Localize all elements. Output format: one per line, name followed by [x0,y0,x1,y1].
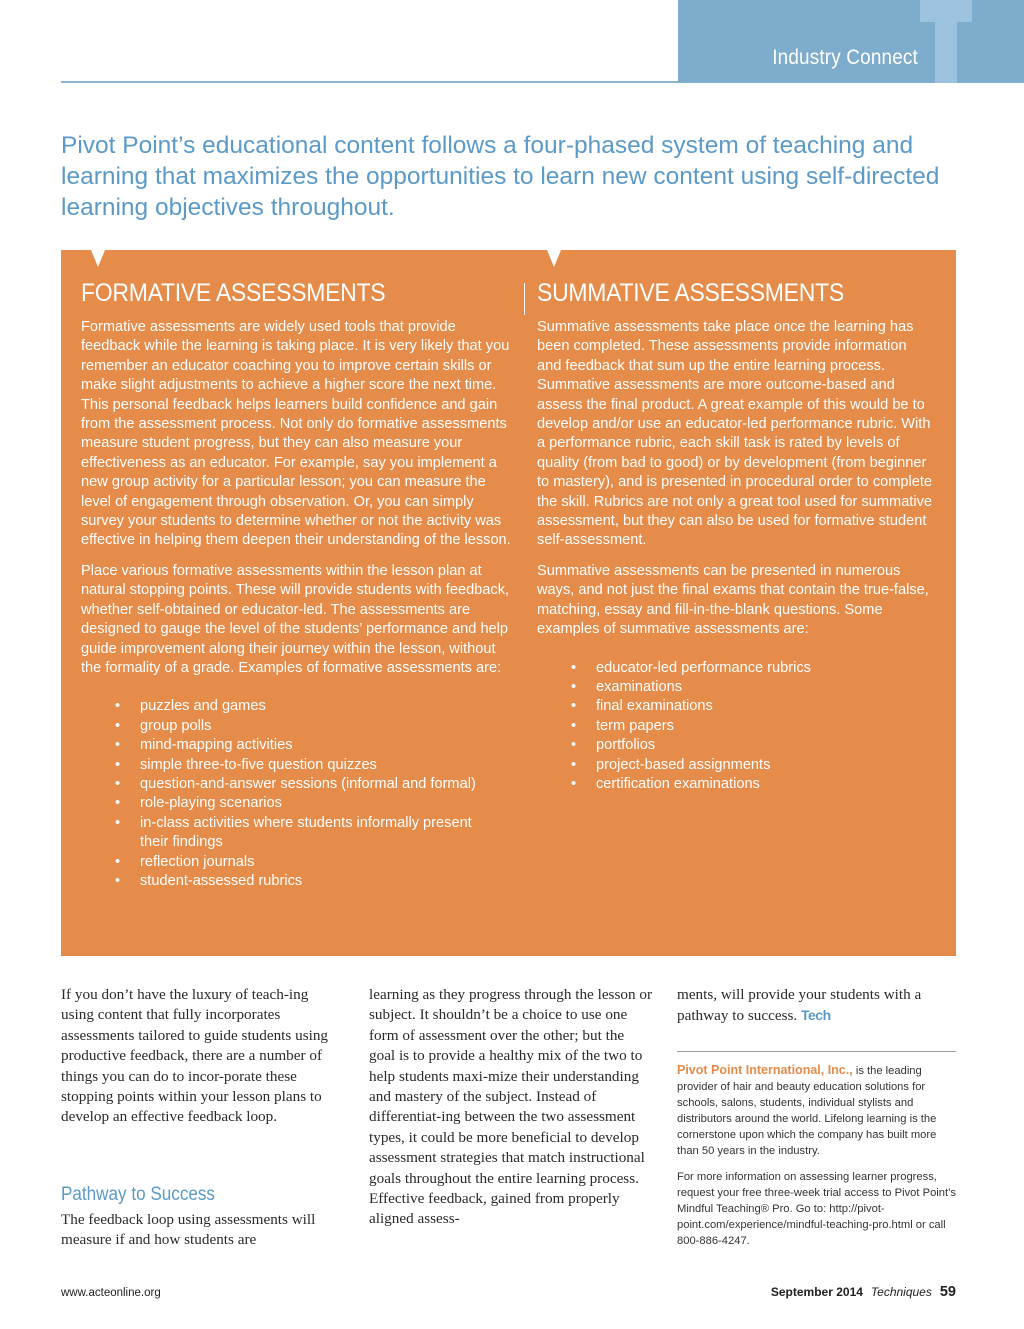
formative-paragraph-1: Formative assessments are widely used tools that provide feedback while the learning is taking place. It is very likely that you remember an educator coaching you to improve certain skills or make slight adjustments to achieve a higher score the next time. This personal feedback helps learners build confidence and gain from the assessment process. Not only do formative assessments measure student progress, but they can also measure your effectiveness as an educator. For example, say you implement a new group activity for a particular lesson; you can measure the level of engagement through observation. Or, you can simply survey your students to determine whether or not the activity was effective in helping them deepen their understanding of the lesson. [81,319,511,549]
panel-notch-left [91,250,105,267]
tech-end-mark: Tech [801,1007,831,1024]
list-item: • group polls [81,717,513,736]
list-item: • role-playing scenarios [81,794,513,813]
list-item: • portfolios [537,736,934,755]
body-column-1 [61,985,339,1128]
list-item: • simple three-to-five question quizzes [81,756,513,775]
panel-notch-right [547,250,561,267]
list-item: • certification examinations [537,775,934,794]
sidebar-more-info [677,1169,956,1249]
list-item: • final examinations [537,697,934,716]
summative-title: SUMMATIVE ASSESSMENTS [537,279,844,307]
pathway-subhead: Pathway to Success [61,1184,215,1205]
column-divider [524,283,525,315]
section-label: Industry Connect [772,46,918,69]
list-item: • puzzles and games [81,697,513,716]
body-paragraph: If you don’t have the luxury of teach-ing using content that fully incorporates assessments tailored to guide students using productive feedback, there are a number of things you can do to incor-porate these stopping points within your lesson plans to develop an effective feedback loop. [61,986,329,1126]
footer-url: www.acteonline.org [61,1287,161,1299]
body-column-3 [677,985,957,1027]
sidebar-about [677,1062,956,1159]
formative-paragraph-2: Place various formative assessments within the lesson plan at natural stopping points. These will provide students with feedback, whether self-obtained or educator-led. The assessments are designed to gauge the level of the students’ performance and help guide improvement along their journey within the lesson, without the formality of a grade. Examples of formative assessments are: [81,562,510,676]
summative-column [537,278,934,794]
list-item: • reflection journals [81,853,513,872]
list-item: • term papers [537,717,934,736]
sidebar-rule [677,1051,956,1052]
list-item: • project-based assignments [537,756,934,775]
more-info-text: For more information on assessing learner progress, request your free three-week trial access to Pivot Point’s Mindful Teaching® Pro. Go to: http://pivot-point.com/experience/mindful-teaching-pro.html or call 800-886-4247. [677,1171,956,1247]
summative-paragraph-2: Summative assessments can be presented in numerous ways, and not just the final exams that contain the true-false, matching, essay and fill-in-the-blank questions. Some examples of summative assessments are: [537,562,929,638]
footer-info [771,1284,956,1300]
list-item: • examinations [537,678,934,697]
formative-list [81,697,513,891]
list-item: • mind-mapping activities [81,736,513,755]
summative-paragraph-1: Summative assessments take place once the learning has been completed. These assessments provide information and feedback that sum up the entire learning process. Summative assessments are more outcome-based and assess the final product. A great example of this would be to develop and/or use an educator-led performance rubric. With a performance rubric, each skill task is rated by levels of quality (from bad to good) or by development (from beginner to mastery), and is presented in procedural order to complete the skill. Rubrics are not only a great tool used for summative assessment, but they can also be used for formative student self-assessment. [537,319,933,549]
list-item: • question-and-answer sessions (informal and formal) [81,775,513,794]
formative-column [81,278,513,891]
section-tab [678,0,1024,83]
body-paragraph: learning as they progress through the lesson or subject. It shouldn’t be a choice to use one form of assessment over the other; but the goal is to provide a healthy mix of the two to help students maxi-mize their understanding and mastery of the subject. Instead of differentiat-ing between the two assessment types, it could be more beneficial to develop assessment strategies that match instructional goals throughout the entire learning process. Effective feedback, gained from properly aligned assess- [369,986,653,1228]
summative-list [537,659,934,795]
org-name: Pivot Point International, Inc., [677,1063,853,1077]
formative-title: FORMATIVE ASSESSMENTS [81,279,386,307]
page-number: 59 [939,1284,956,1300]
list-item: • in-class activities where students informally present their findings [81,814,513,853]
header-rule [61,81,678,83]
list-item: • student-assessed rubrics [81,872,513,891]
intro-paragraph: Pivot Point’s educational content follows a four-phased system of teaching and learning that maximizes the opportunities to learn new content using self-directed learning objectives throughout. [61,132,940,221]
body-column-1b [61,1210,339,1251]
body-paragraph: ments, will provide your students with a pathway to success. Tech [677,986,922,1025]
t-logo-stem [935,0,957,83]
body-paragraph: The feedback loop using assessments will measure if and how students are [61,1211,316,1249]
org-description: is the leading provider of hair and beauty education solutions for schools, salons, students, individual stylists and distributors around the world. Lifelong learning is the cornerstone upon which the company has built more than 50 years in the industry. [677,1065,937,1157]
body-column-2 [369,985,653,1230]
issue-date: September 2014 [770,1285,863,1299]
magazine-name: Techniques [870,1285,932,1299]
list-item: • educator-led performance rubrics [537,659,934,678]
